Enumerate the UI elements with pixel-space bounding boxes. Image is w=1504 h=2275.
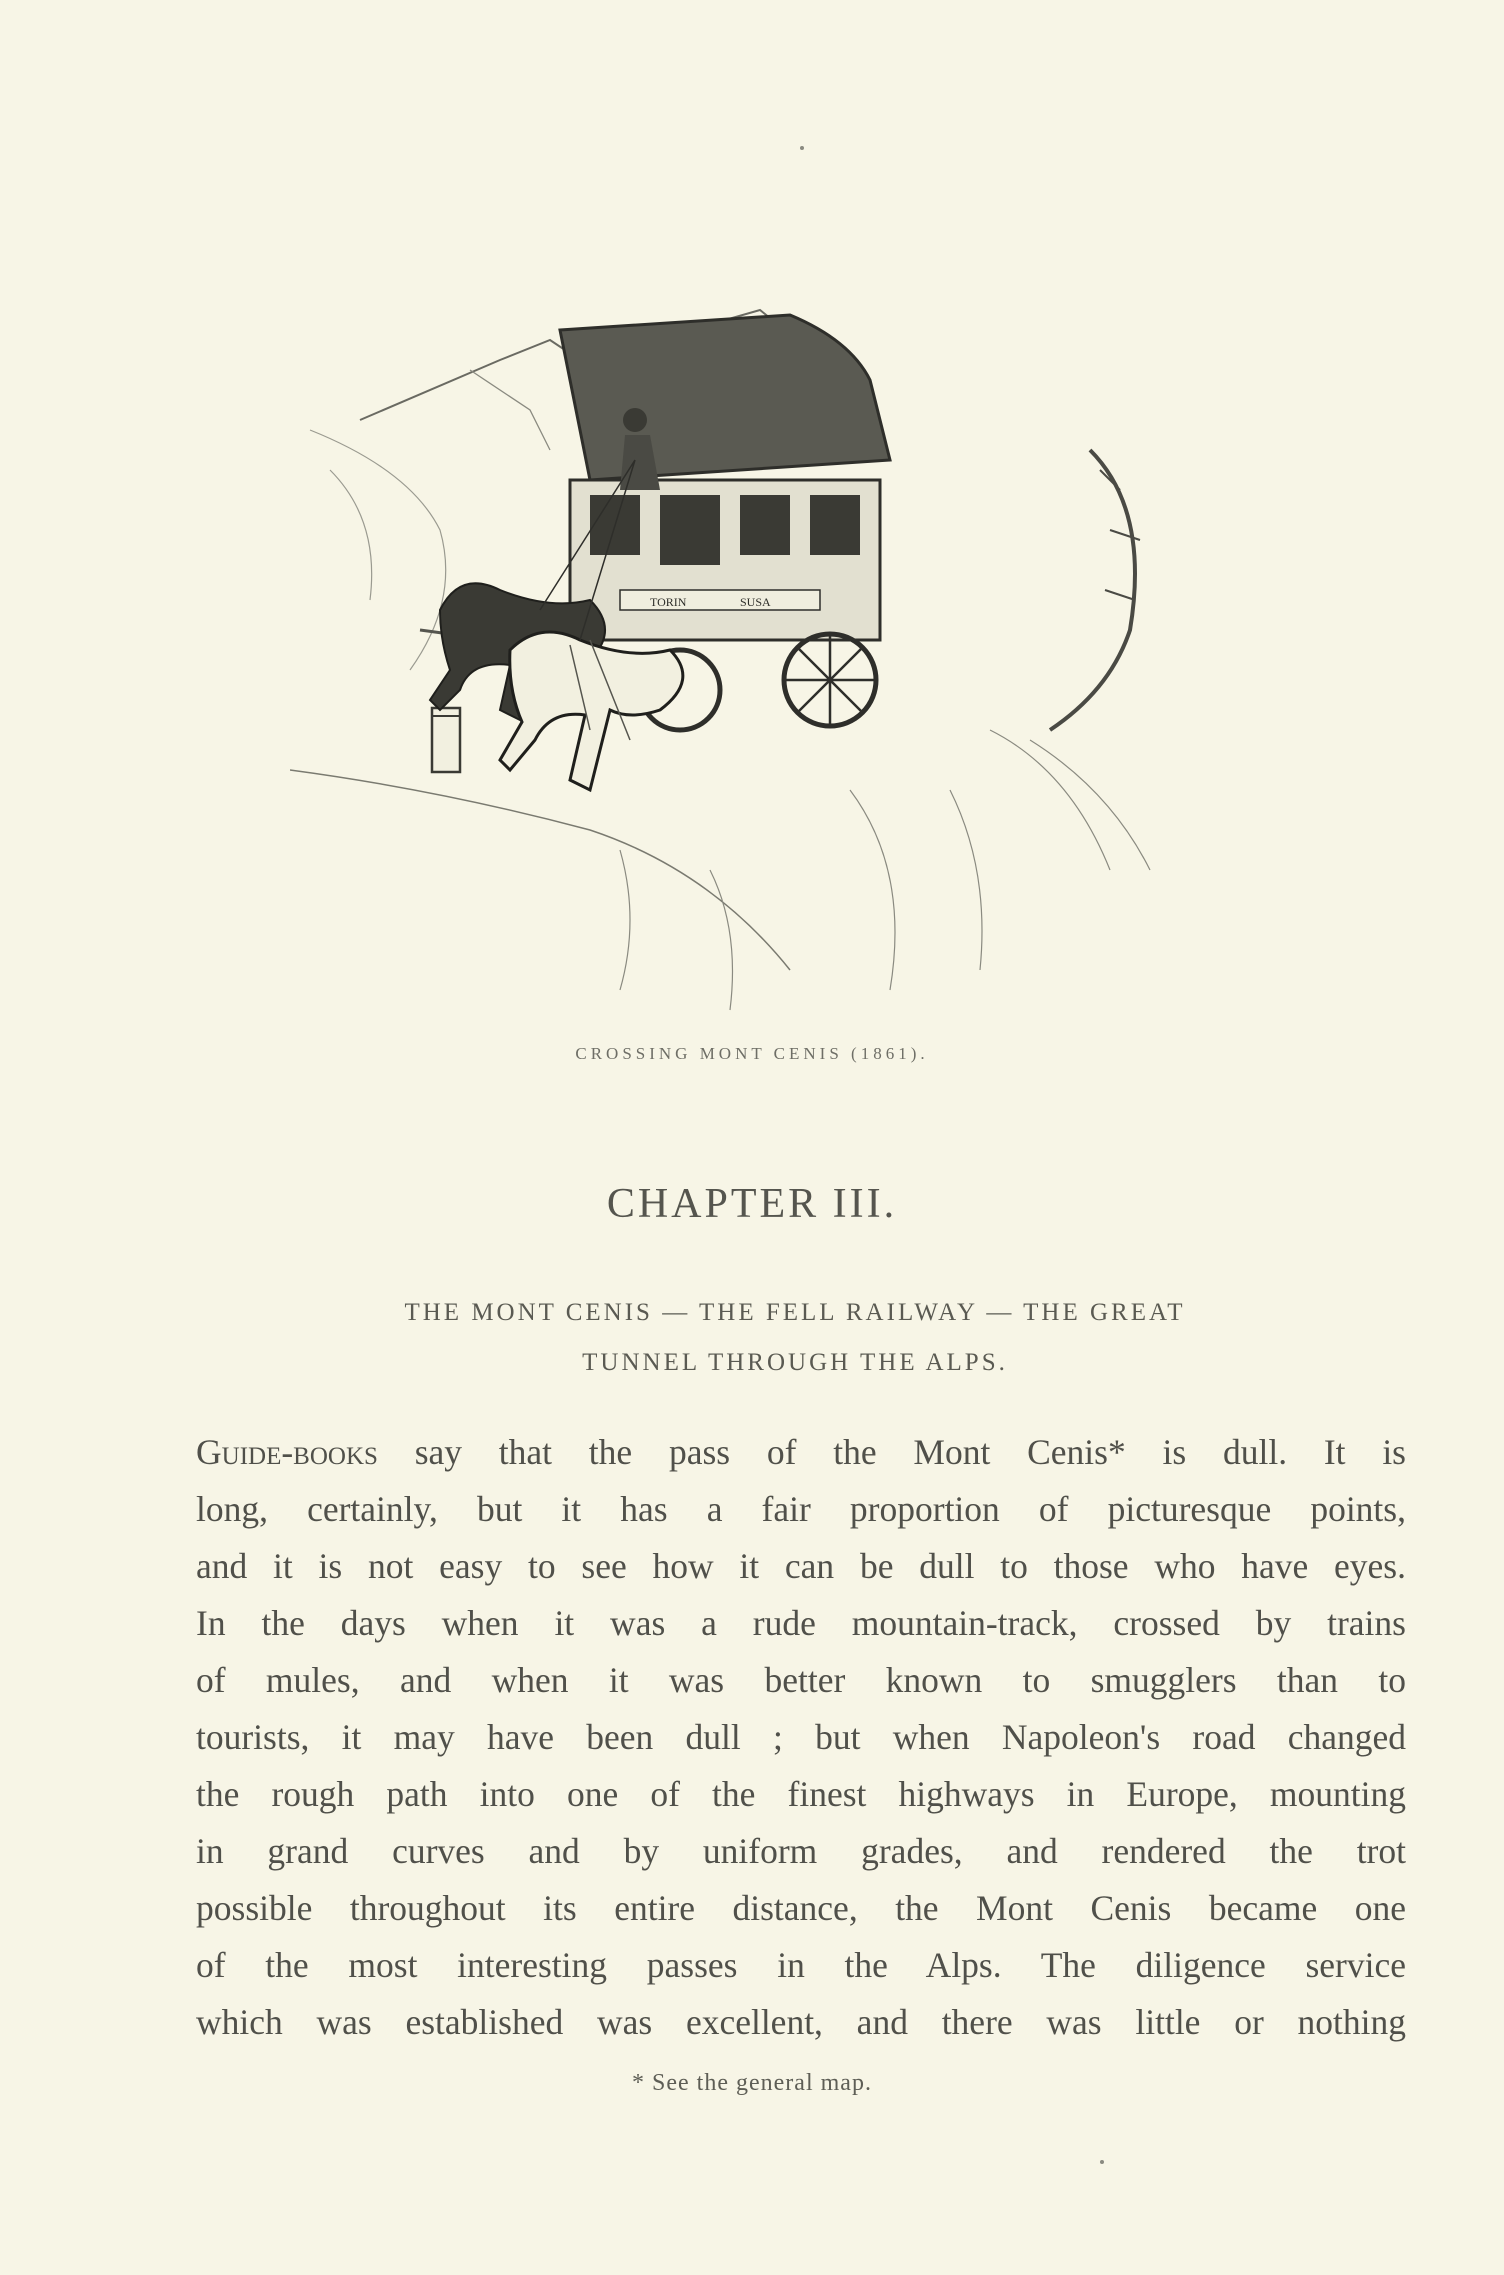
- text-line-7: the rough path into one of the finest highways in Europe, mounting: [196, 1774, 1406, 1814]
- page-speck: [1100, 2160, 1104, 2164]
- text-line-4: In the days when it was a rude mountain-track, crossed by trains: [196, 1603, 1406, 1643]
- page-speck: [800, 146, 804, 150]
- right-bank-brush: [1050, 450, 1135, 730]
- text-line-10: of the most interesting passes in the Alps. The diligence service: [196, 1945, 1406, 1985]
- text-line-9: possible throughout its entire distance, the Mont Cenis became one: [196, 1888, 1406, 1928]
- text-line: [196, 1424, 1406, 1481]
- text-line-1: say that the pass of the Mont Cenis* is dull. It is: [377, 1432, 1406, 1472]
- text-line-6: tourists, it may have been dull ; but when Napoleon's road changed: [196, 1717, 1406, 1757]
- left-slope: [310, 430, 446, 670]
- body-paragraph: [196, 1424, 1406, 2051]
- text-line-8: in grand curves and by uniform grades, and rendered the trot: [196, 1831, 1406, 1871]
- footnote: * See the general map.: [632, 2070, 872, 2096]
- chapter-title: CHAPTER III.: [606, 1181, 898, 1227]
- text-line-5: of mules, and when it was better known to smugglers than to: [196, 1660, 1406, 1700]
- engraving-illustration: [290, 270, 1200, 1030]
- wheel-ruts: [620, 790, 895, 1010]
- road-edge-left: [290, 770, 790, 970]
- chapter-subtitle-line-2: TUNNEL THROUGH THE ALPS.: [582, 1349, 1008, 1376]
- text-line-2: long, certainly, but it has a fair proportion of picturesque points,: [196, 1489, 1406, 1529]
- text-line-11: which was established was excellent, and there was little or nothing: [196, 2002, 1406, 2042]
- lead-words: Guide-books: [196, 1432, 378, 1472]
- white-horse: [500, 632, 683, 790]
- coach-sign-torin: TORIN: [650, 595, 687, 609]
- coach-sign-susa: SUSA: [740, 595, 771, 609]
- chapter-subtitle-line-1: THE MONT CENIS — THE FELL RAILWAY — THE GREAT: [404, 1299, 1186, 1326]
- text-line-3: and it is not easy to see how it can be dull to those who have eyes.: [196, 1546, 1406, 1586]
- coach-driver: [623, 408, 647, 432]
- right-slope-hatching: [950, 730, 1150, 970]
- snow-marker-post: [432, 708, 460, 772]
- chapter-subtitle: [320, 1288, 1270, 1388]
- illustration-caption: CROSSING MONT CENIS (1861).: [575, 1044, 929, 1063]
